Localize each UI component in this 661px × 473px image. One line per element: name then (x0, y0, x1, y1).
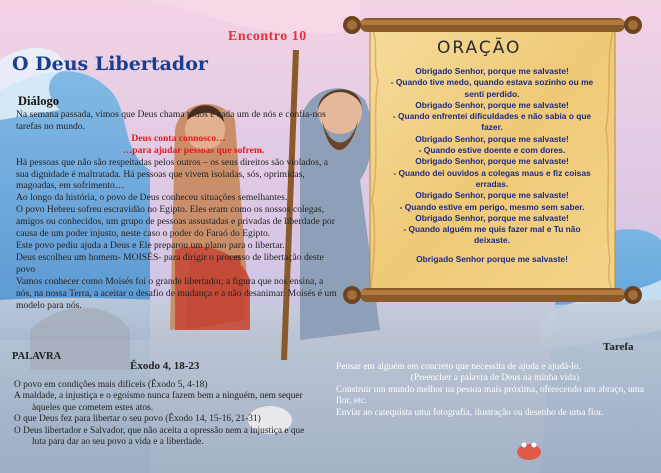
prayer-line: Obrigado Senhor, porque me salvaste! (415, 99, 569, 110)
dialogo-highlight: Deus conta connosco… (131, 132, 226, 144)
palavra-item-continued: àqueles que cometem estes atos. (32, 402, 154, 413)
dialogo-paragraph: Vamos conhecer como Moisés foi o grande libertador, a figura que nos ensina, a nós, na nossa Terra, a aceitar o desafio de mudança e a não desanimar. Moisés é um modelo para nós. (16, 275, 337, 311)
prayer-line: - Quando enfrentei dificuldades e não sabia o que fazer. (392, 111, 592, 133)
page-title: O Deus Libertador (12, 53, 208, 75)
prayer-line: Obrigado Senhor, porque me salvaste! (415, 66, 569, 76)
prayer-line: - Quando dei ouvidos a colegas maus e fiz coisas erradas. (393, 167, 591, 189)
tarefa-line: (Preencher a palavra de Deus na minha vida) (410, 373, 580, 384)
dialogo-paragraph: Na semana passada, vimos que Deus chama todos e cada um de nós e confia-nos tarefas no mundo. (16, 109, 326, 132)
dialogo-paragraph: Deus escolheu um homem- MOISÉS- para dirigir o processo de libertação deste povo (16, 251, 324, 275)
palavra-item: O Deus libertador e Salvador, que não aceita a opressão nem a injustiça e que (14, 425, 305, 436)
tarefa-text (336, 362, 654, 419)
scripture-reference: Êxodo 4, 18-23 (130, 360, 200, 372)
palavra-item: O povo em condições mais difíceis (Êxodo 5, 4-18) (14, 380, 208, 390)
dialogo-paragraph: Este povo pediu ajuda a Deus e Ele preparou um plano para o libertar. (16, 239, 285, 251)
dialogo-paragraph: Ao longo da história, o povo de Deus conheceu situações semelhantes. (16, 192, 288, 204)
palavra-item: O que Deus fez para libertar o seu povo (Êxodo 14, 15-16, 21-31) (14, 414, 261, 425)
dialogo-text (16, 109, 341, 311)
tarefa-heading: Tarefa (603, 341, 634, 353)
prayer-line: Obrigado Senhor porque me salvaste! (416, 253, 568, 264)
prayer-line: - Quando estive em perigo, mesmo sem saber. (399, 201, 585, 212)
palavra-item-continued: luta para dar ao seu povo a vida e a liberdade. (32, 437, 204, 448)
prayer-line: Obrigado Senhor, porque me salvaste! (415, 156, 569, 167)
dialogo-highlight: …para ajudar pessoas que sofrem. (122, 144, 265, 156)
prayer-line: Obrigado Senhor, porque me salvaste! (415, 133, 569, 144)
prayer-line: Obrigado Senhor, porque me salvaste! (415, 212, 569, 223)
oracao-text (385, 66, 599, 265)
prayer-line: Obrigado Senhor, porque me salvaste! (415, 190, 569, 201)
oracao-heading: ORAÇÃO (437, 38, 522, 58)
session-label: Encontro 10 (228, 29, 307, 44)
dialogo-heading: Diálogo (18, 94, 59, 108)
dialogo-paragraph: Há pessoas que não são respeitadas pelos outros – os seus direitos são violados, a sua dignidade é maltratada. Há pessoas que vivem isoladas, sós, oprimidas, magoadas, em sofrimento… (16, 156, 329, 192)
dialogo-paragraph: O povo Hebreu sofreu escravidão no Egipto. Eles eram como os nossos colegas, amigos ou conhecidos, um grupo de pessoas assustadas e privadas de liberdade por causa de um poder injusto, neste caso o poder do Faraó do Egipto. (16, 204, 335, 240)
palavra-list (14, 380, 332, 448)
palavra-item: A maldade, a injustiça e o egoísmo nunca fazem bem a ninguém, nem sequer (14, 391, 303, 402)
prayer-line: - Quando tive medo, quando estava sozinho ou me senti perdido. (390, 77, 594, 99)
palavra-heading: PALAVRA (12, 351, 62, 362)
tarefa-line: Construir um mundo melhor na pessoa mais próxima, oferecendo um abraço, uma flor, etc. (336, 384, 644, 407)
tarefa-line: Enviar ao catequista uma fotografia, ilustração ou desenho de uma flor. (336, 407, 604, 418)
prayer-line: - Quando estive doente e com dores. (418, 145, 566, 156)
tarefa-line: Pensar em alguém em concreto que necessita de ajuda e ajudá-lo. (336, 362, 581, 372)
prayer-line: - Quando alguém me quis fazer mal e Tu não deixaste. (403, 224, 581, 246)
spacer (385, 247, 599, 254)
